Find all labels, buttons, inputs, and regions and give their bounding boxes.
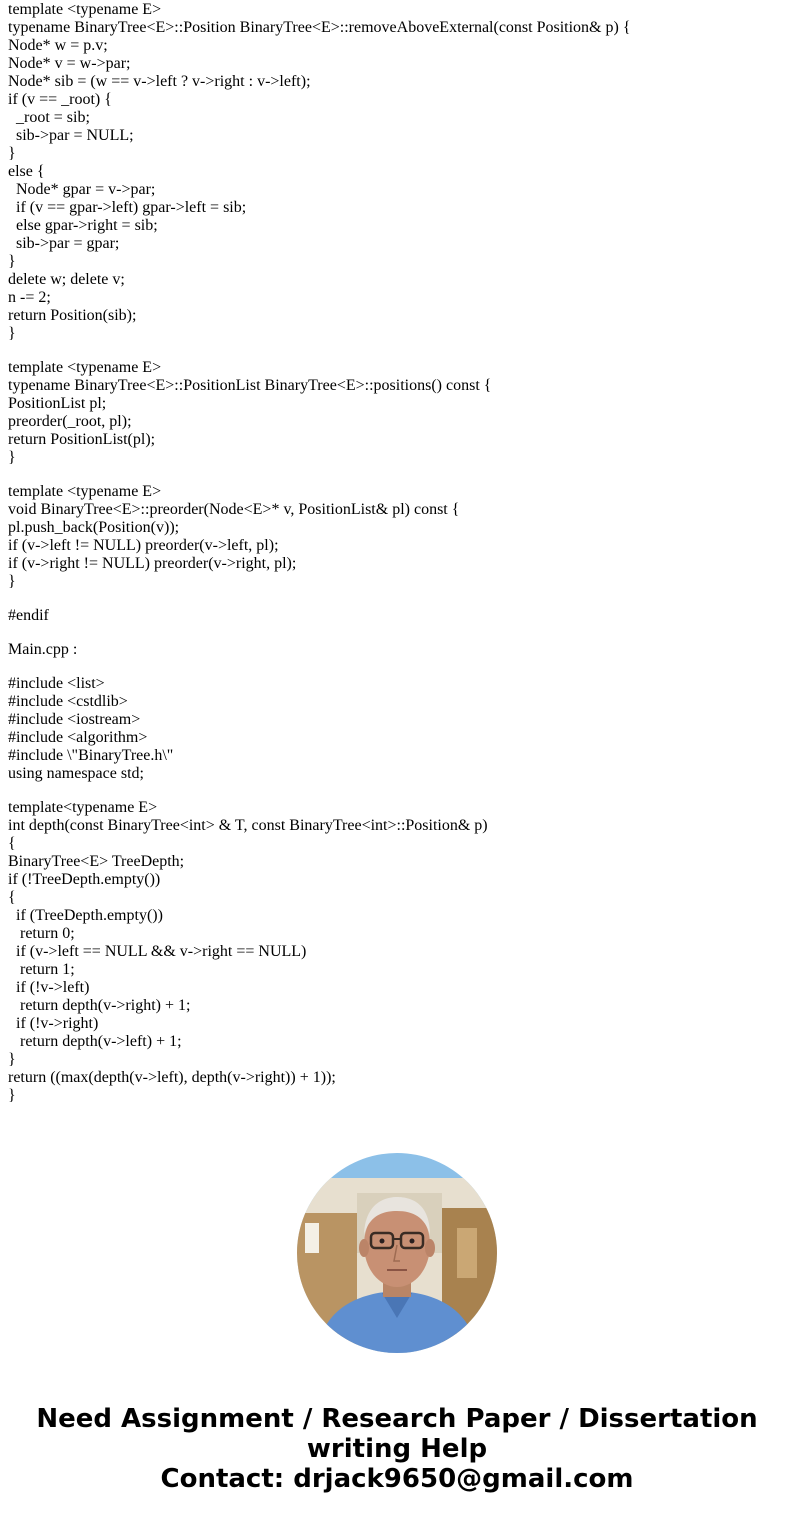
code-line: delete w; delete v; bbox=[8, 271, 125, 288]
code-line: if (!v->left) bbox=[8, 979, 90, 996]
code-line: } bbox=[8, 573, 16, 590]
code-line: BinaryTree<E> TreeDepth; bbox=[8, 853, 185, 870]
block-gap bbox=[8, 659, 788, 675]
code-line: #include <cstdlib> bbox=[8, 693, 128, 710]
code-line: int depth(const BinaryTree<int> & T, const BinaryTree<int>::Position& p) bbox=[8, 817, 488, 834]
code-line: Node* w = p.v; bbox=[8, 37, 108, 54]
code-line: Main.cpp : bbox=[8, 641, 78, 658]
code-line: typename BinaryTree<E>::PositionList BinaryTree<E>::positions() const { bbox=[8, 377, 492, 394]
code-line: template<typename E> bbox=[8, 799, 158, 816]
promo-line-1: Need Assignment / Research Paper / Dissertation bbox=[36, 1404, 758, 1434]
promo-contact: Contact: drjack9650@gmail.com bbox=[160, 1464, 634, 1494]
code-line: _root = sib; bbox=[8, 109, 90, 126]
code-line: return 1; bbox=[8, 961, 75, 978]
code-line: sib->par = NULL; bbox=[8, 127, 134, 144]
code-line: } bbox=[8, 325, 16, 342]
code-line: else { bbox=[8, 163, 45, 180]
code-line: template <typename E> bbox=[8, 1, 162, 18]
code-line: Node* gpar = v->par; bbox=[8, 181, 156, 198]
code-line: else gpar->right = sib; bbox=[8, 217, 158, 234]
code-line: #include <algorithm> bbox=[8, 729, 148, 746]
code-line: if (v == gpar->left) gpar->left = sib; bbox=[8, 199, 247, 216]
code-line: if (TreeDepth.empty()) bbox=[8, 907, 163, 924]
code-listing bbox=[8, 1, 788, 1105]
promo-line-2: writing Help bbox=[306, 1434, 488, 1464]
code-line: } bbox=[8, 1087, 16, 1104]
code-line: template <typename E> bbox=[8, 359, 162, 376]
code-line: return depth(v->right) + 1; bbox=[8, 997, 191, 1014]
code-line: #include <iostream> bbox=[8, 711, 141, 728]
code-line: if (v->left != NULL) preorder(v->left, pl); bbox=[8, 537, 279, 554]
code-line: sib->par = gpar; bbox=[8, 235, 120, 252]
code-line: return PositionList(pl); bbox=[8, 431, 156, 448]
code-line: pl.push_back(Position(v)); bbox=[8, 519, 180, 536]
code-line: #endif bbox=[8, 607, 49, 624]
code-line: template <typename E> bbox=[8, 483, 162, 500]
portrait-image bbox=[297, 1153, 497, 1353]
code-line: } bbox=[8, 1051, 16, 1068]
code-line: if (v->right != NULL) preorder(v->right, pl); bbox=[8, 555, 297, 572]
code-line: return Position(sib); bbox=[8, 307, 137, 324]
code-line: } bbox=[8, 253, 16, 270]
block-gap bbox=[8, 783, 788, 799]
code-line: } bbox=[8, 449, 16, 466]
code-line: #include \"BinaryTree.h\" bbox=[8, 747, 174, 764]
author-portrait bbox=[297, 1153, 497, 1353]
code-line: return 0; bbox=[8, 925, 75, 942]
code-line: typename BinaryTree<E>::Position BinaryTree<E>::removeAboveExternal(const Position& p) { bbox=[8, 19, 631, 36]
block-gap bbox=[8, 625, 788, 641]
code-line: preorder(_root, pl); bbox=[8, 413, 132, 430]
code-line: { bbox=[8, 835, 16, 852]
code-line: if (!v->right) bbox=[8, 1015, 99, 1032]
block-gap bbox=[8, 591, 788, 607]
code-line: return depth(v->left) + 1; bbox=[8, 1033, 182, 1050]
code-line: void BinaryTree<E>::preorder(Node<E>* v, PositionList& pl) const { bbox=[8, 501, 460, 518]
code-line: #include <list> bbox=[8, 675, 105, 692]
code-line: return ((max(depth(v->left), depth(v->right)) + 1)); bbox=[8, 1069, 336, 1086]
code-line: n -= 2; bbox=[8, 289, 51, 306]
block-gap bbox=[8, 467, 788, 483]
code-line: if (v == _root) { bbox=[8, 91, 112, 108]
code-line: PositionList pl; bbox=[8, 395, 107, 412]
code-line: if (v->left == NULL && v->right == NULL) bbox=[8, 943, 307, 960]
block-gap bbox=[8, 343, 788, 359]
code-line: Node* v = w->par; bbox=[8, 55, 131, 72]
code-line: Node* sib = (w == v->left ? v->right : v->left); bbox=[8, 73, 311, 90]
code-line: if (!TreeDepth.empty()) bbox=[8, 871, 161, 888]
promo-banner bbox=[0, 1404, 794, 1494]
code-line: { bbox=[8, 889, 16, 906]
code-line: } bbox=[8, 145, 16, 162]
code-line: using namespace std; bbox=[8, 765, 144, 782]
